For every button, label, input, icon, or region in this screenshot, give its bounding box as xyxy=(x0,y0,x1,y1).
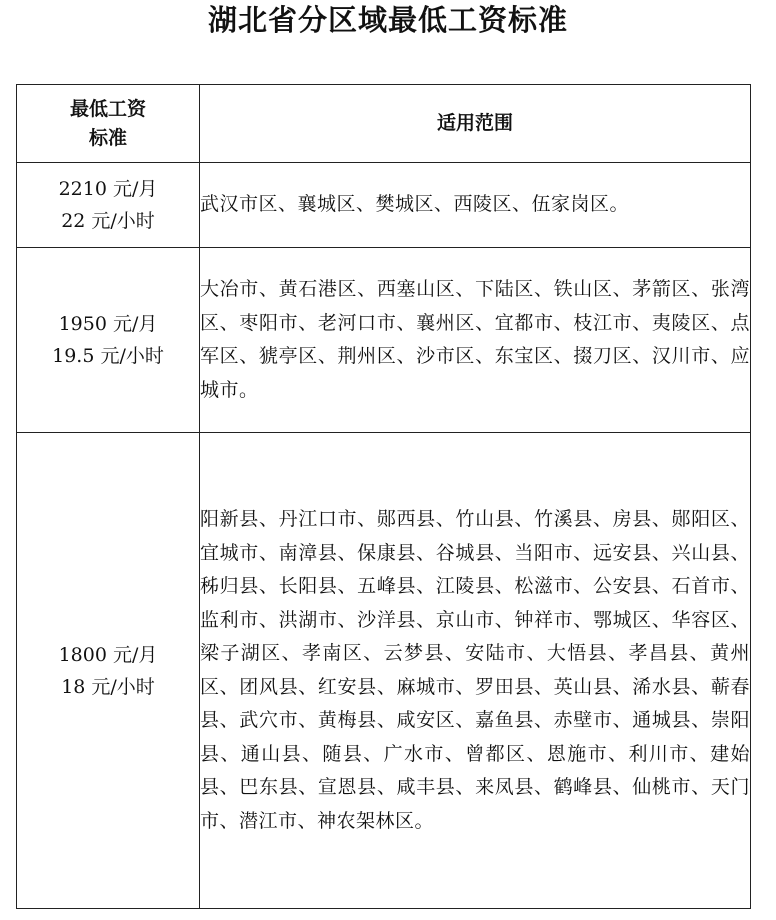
page-title: 湖北省分区域最低工资标准 xyxy=(207,3,568,37)
scope-cell: 武汉市区、襄城区、樊城区、西陵区、伍家岗区。 xyxy=(200,163,751,248)
monthly-wage: 2210 元/月 xyxy=(58,178,158,200)
table-row xyxy=(17,248,751,433)
scope-cell: 阳新县、丹江口市、郧西县、竹山县、竹溪县、房县、郧阳区、宜城市、南漳县、保康县、谷城县、当阳市、远安县、兴山县、秭归县、长阳县、五峰县、江陵县、松滋市、公安县、石首市、监利市、洪湖市、沙洋县、京山市、钟祥市、鄂城区、华容区、梁子湖区、孝南区、云梦县、安陆市、大悟县、孝昌县、黄州区、团风县、红安县、麻城市、罗田县、英山县、浠水县、蕲春县、武穴市、黄梅县、咸安区、嘉鱼县、赤壁市、通城县、崇阳县、通山县、随县、广水市、曾都区、恩施市、利川市、建始县、巴东县、宣恩县、咸丰县、来凤县、鹤峰县、仙桃市、天门市、潜江市、神农架林区。 xyxy=(200,433,751,909)
hourly-wage: 19.5 元/小时 xyxy=(52,345,164,367)
wage-standard-cell xyxy=(17,433,200,909)
monthly-wage: 1950 元/月 xyxy=(58,313,158,335)
scope-cell: 大冶市、黄石港区、西塞山区、下陆区、铁山区、茅箭区、张湾区、枣阳市、老河口市、襄州区、宜都市、枝江市、夷陵区、点军区、猇亭区、荆州区、沙市区、东宝区、掇刀区、汉川市、应城市。 xyxy=(200,248,751,433)
header-standard xyxy=(17,85,200,163)
minimum-wage-table xyxy=(16,84,751,909)
hourly-wage: 22 元/小时 xyxy=(61,210,155,232)
table-header-row xyxy=(17,85,751,163)
wage-standard-cell xyxy=(17,248,200,433)
table-row xyxy=(17,433,751,909)
hourly-wage: 18 元/小时 xyxy=(61,675,155,698)
monthly-wage: 1800 元/月 xyxy=(58,643,158,666)
header-scope: 适用范围 xyxy=(200,85,751,163)
header-standard-line1: 最低工资 xyxy=(69,97,146,120)
header-standard-line2: 标准 xyxy=(88,126,127,149)
table-row xyxy=(17,163,751,248)
wage-standard-cell xyxy=(17,163,200,248)
